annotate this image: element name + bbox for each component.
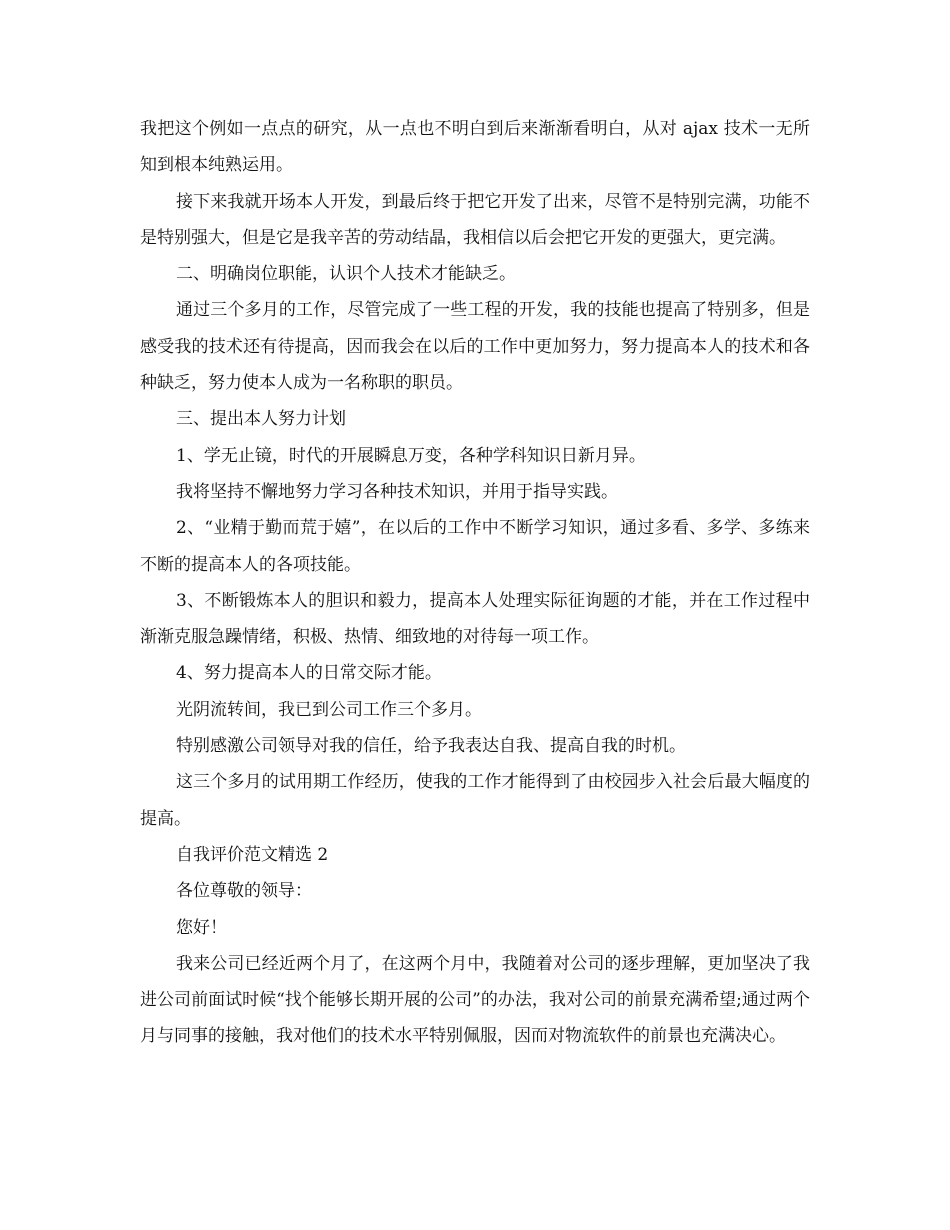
paragraph: 这三个多月的试用期工作经历，使我的工作才能得到了由校园步入社会后最大幅度的提高。 <box>140 772 810 829</box>
list-item: 2、“业精于勤而荒于嬉”，在以后的工作中不断学习知识，通过多看、多学、多练来不断的提高本人的各项技能。 <box>140 518 810 575</box>
paragraph: 我把这个例如一点点的研究，从一点也不明白到后来渐渐看明白，从对 ajax 技术一无所知到根本纯熟运用。 <box>140 119 810 176</box>
salutation: 各位尊敬的领导： <box>176 881 312 902</box>
paragraph: 我来公司已经近两个月了，在这两个月中，我随着对公司的逐步理解，更加坚决了我进公司前面试时候“找个能够长期开展的公司”的办法，我对公司的前景充满希望;通过两个月与同事的接触，我对他们的技术水平特别佩服，因而对物流软件的前景也充满决心。 <box>140 953 810 1047</box>
document-body <box>140 111 810 1055</box>
paragraph: 特别感激公司领导对我的信任，给予我表达自我、提高自我的时机。 <box>176 736 686 757</box>
paragraph: 通过三个多月的工作，尽管完成了一些工程的开发，我的技能也提高了特别多，但是感受我的技术还有待提高，因而我会在以后的工作中更加努力，努力提高本人的技术和各种缺乏，努力使本人成为一名称职的职员。 <box>140 300 810 394</box>
section-heading: 二、明确岗位职能，认识个人技术才能缺乏。 <box>176 264 516 285</box>
list-item: 4、努力提高本人的日常交际才能。 <box>176 663 442 684</box>
greeting: 您好！ <box>176 917 227 938</box>
document-subtitle: 自我评价范文精选 2 <box>176 844 329 865</box>
paragraph: 光阴流转间，我已到公司工作三个多月。 <box>176 699 482 720</box>
list-item: 1、学无止镜，时代的开展瞬息万变，各种学科知识日新月异。 <box>176 445 646 466</box>
paragraph: 我将坚持不懈地努力学习各种技术知识，并用于指导实践。 <box>176 481 618 502</box>
paragraph: 接下来我就开场本人开发，到最后终于把它开发了出来，尽管不是特别完满，功能不是特别强大，但是它是我辛苦的劳动结晶，我相信以后会把它开发的更强大，更完满。 <box>140 191 810 248</box>
list-item: 3、不断锻炼本人的胆识和毅力，提高本人处理实际征询题的才能，并在工作过程中渐渐克服急躁情绪，积极、热情、细致地的对待每一项工作。 <box>140 590 810 648</box>
section-heading: 三、提出本人努力计划 <box>176 409 346 430</box>
